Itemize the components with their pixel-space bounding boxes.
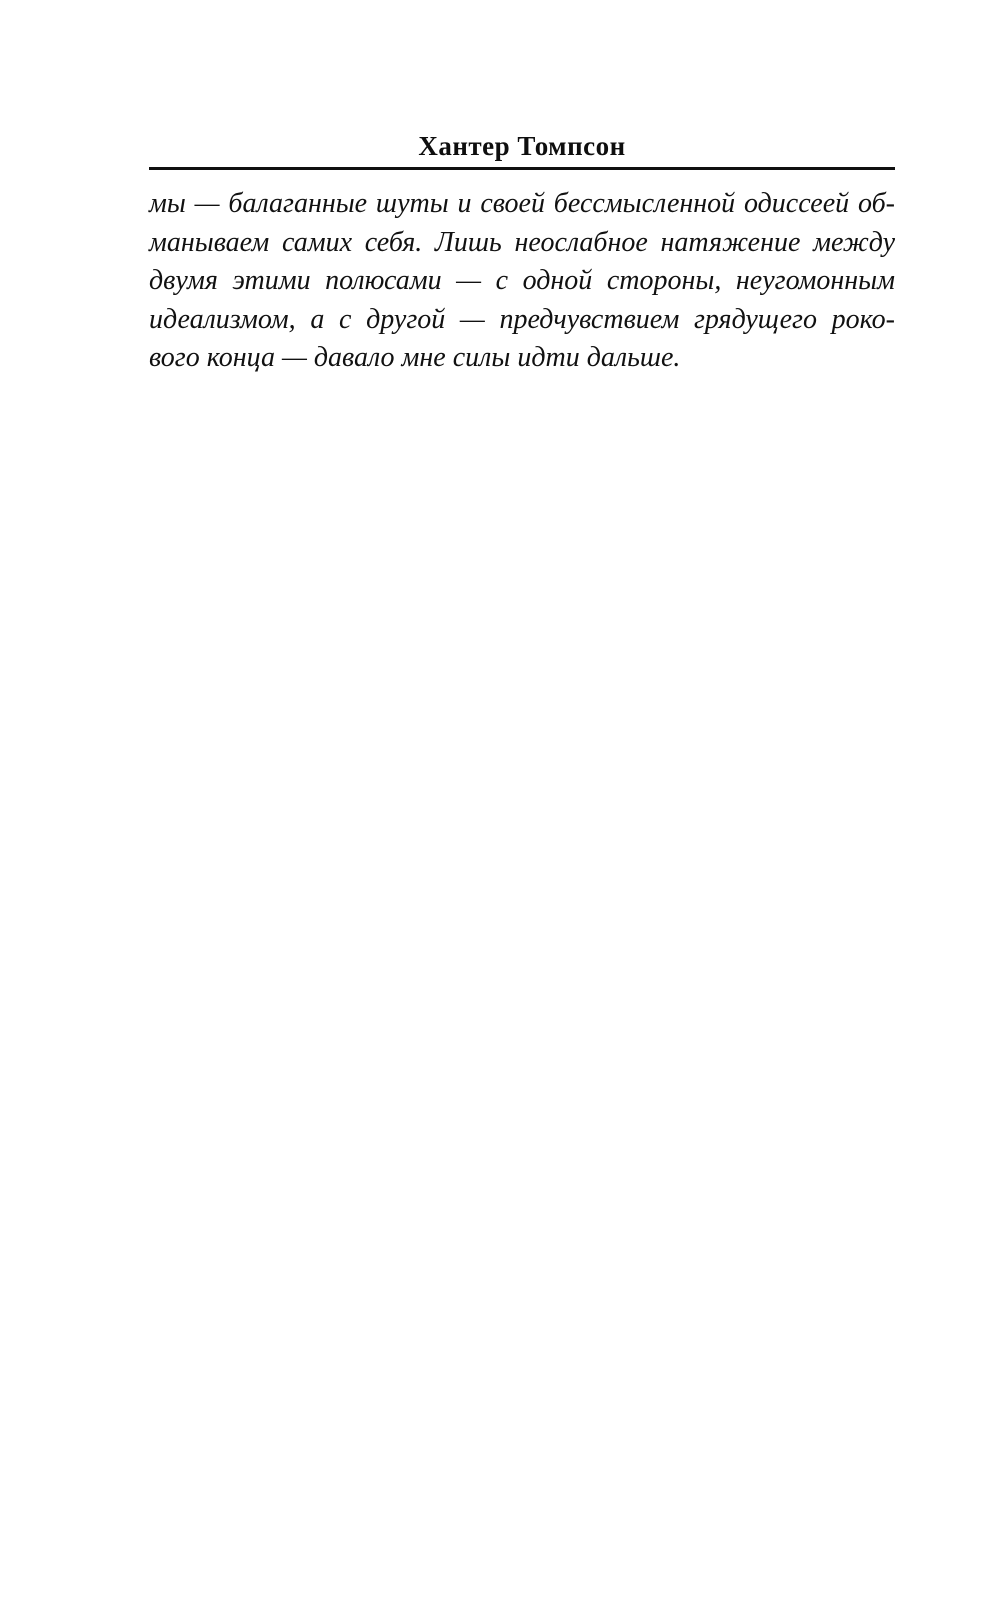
paragraph-line: двумя этими полюсами — с одной стороны, неугомонным [149, 265, 895, 297]
paragraph-line: манываем самих себя. Лишь неослабное натяжение между [149, 226, 895, 258]
body-paragraph [149, 185, 895, 378]
header-rule [149, 167, 895, 170]
paragraph-line: мы — балаганные шуты и своей бессмысленной одиссеей об- [149, 188, 895, 219]
running-header-author: Хантер Томпсон [418, 131, 626, 161]
paragraph-line: идеализмом, а с другой — предчувствием грядущего роко- [149, 303, 895, 335]
page-content [149, 131, 895, 378]
paragraph-line: вого конца — давало мне силы идти дальше. [149, 342, 681, 374]
